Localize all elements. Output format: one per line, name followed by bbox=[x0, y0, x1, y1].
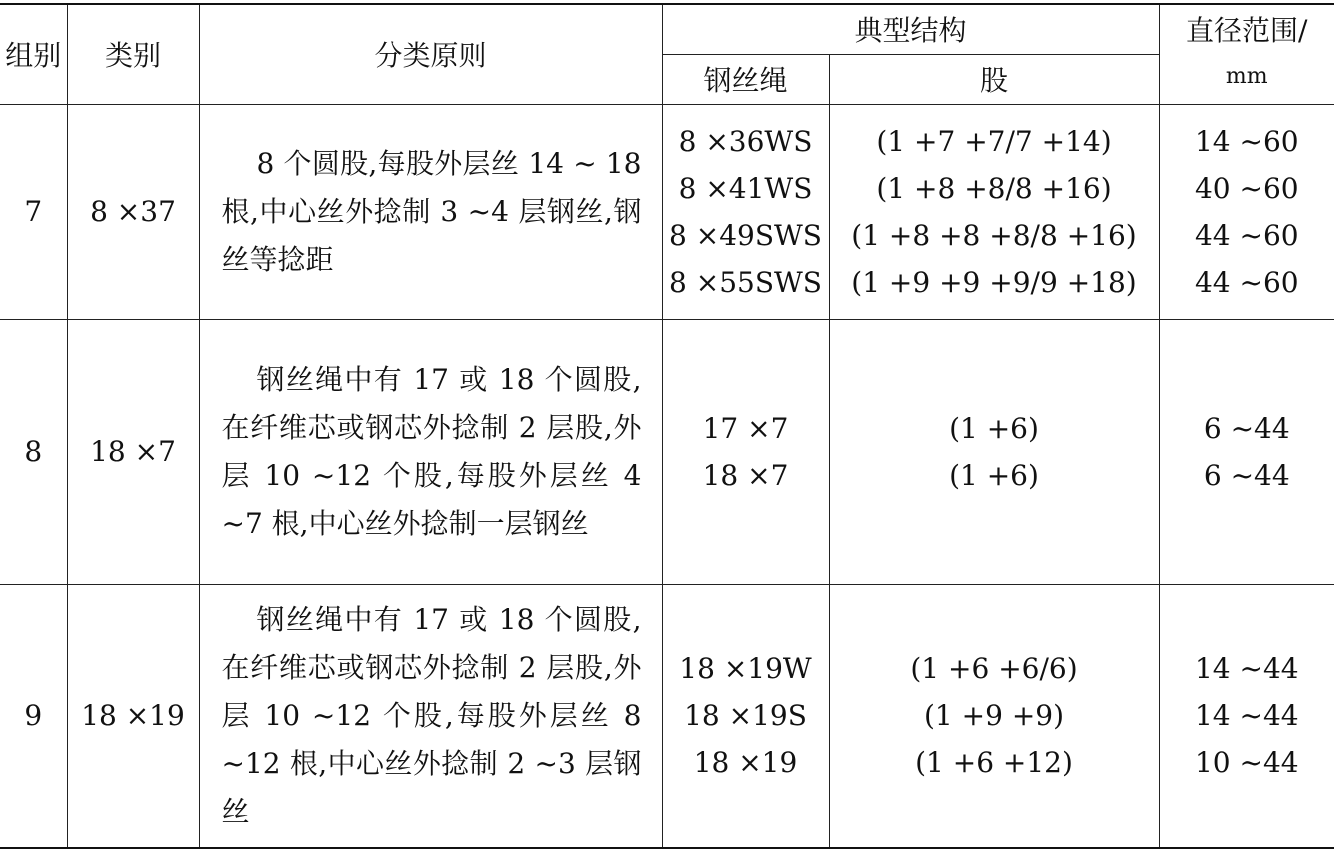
strand-item: (1 +9 +9) bbox=[924, 699, 1065, 733]
rope-item: 18 ×19S bbox=[684, 699, 807, 733]
diameter-item: 44 ~60 bbox=[1194, 265, 1299, 299]
header-typical-structure: 典型结构 bbox=[662, 4, 1159, 54]
rope-item: 18 ×19 bbox=[693, 746, 798, 780]
diameter-item: 44 ~60 bbox=[1194, 218, 1299, 252]
diameter-cell bbox=[1159, 584, 1334, 848]
table-row bbox=[0, 319, 1334, 584]
strand-item: (1 +6) bbox=[949, 458, 1039, 492]
category-cell: 18 ×7 bbox=[67, 319, 199, 584]
principle-text: 8 个圆股,每股外层丝 14 ~ 18 根,中心丝外捻制 3 ~4 层钢丝,钢丝等捻距 bbox=[221, 146, 642, 276]
table-row bbox=[0, 584, 1334, 848]
strand-item: (1 +8 +8 +8/8 +16) bbox=[851, 218, 1137, 252]
table-row bbox=[0, 104, 1334, 319]
diameter-item: 6 ~44 bbox=[1203, 411, 1290, 445]
strand-item: (1 +6 +6/6) bbox=[910, 652, 1078, 686]
wire-rope-classification-table bbox=[0, 3, 1334, 849]
group-cell: 8 bbox=[0, 319, 67, 584]
strand-item: (1 +8 +8/8 +16) bbox=[876, 171, 1112, 205]
header-wire-rope: 钢丝绳 bbox=[662, 54, 829, 104]
diameter-cell bbox=[1159, 319, 1334, 584]
strand-item: (1 +6) bbox=[949, 411, 1039, 445]
diameter-item: 40 ~60 bbox=[1194, 171, 1299, 205]
strand-item: (1 +7 +7/7 +14) bbox=[876, 124, 1112, 158]
rope-item: 8 ×36WS bbox=[678, 124, 813, 158]
header-strand: 股 bbox=[829, 54, 1159, 104]
header-diameter-unit: mm bbox=[1225, 64, 1268, 90]
header-diameter-range bbox=[1159, 4, 1334, 104]
header-principle: 分类原则 bbox=[199, 4, 662, 104]
principle-text: 钢丝绳中有 17 或 18 个圆股,在纤维芯或钢芯外捻制 2 层股,外层 10 ~12 个股,每股外层丝 8 ~12 根,中心丝外捻制 2 ~3 层钢丝 bbox=[221, 602, 642, 828]
strand-cell bbox=[829, 584, 1159, 848]
principle-cell bbox=[199, 584, 662, 848]
header-group: 组别 bbox=[0, 4, 67, 104]
category-cell: 18 ×19 bbox=[67, 584, 199, 848]
strand-item: (1 +9 +9 +9/9 +18) bbox=[851, 265, 1137, 299]
header-diameter-range-label: 直径范围/ bbox=[1186, 14, 1308, 48]
diameter-item: 6 ~44 bbox=[1203, 458, 1290, 492]
diameter-item: 10 ~44 bbox=[1194, 746, 1299, 780]
rope-item: 8 ×41WS bbox=[678, 171, 813, 205]
category-cell: 8 ×37 bbox=[67, 104, 199, 319]
rope-item: 8 ×49SWS bbox=[669, 218, 822, 252]
header-category: 类别 bbox=[67, 4, 199, 104]
diameter-item: 14 ~44 bbox=[1194, 699, 1299, 733]
rope-item: 18 ×19W bbox=[679, 652, 812, 686]
rope-cell bbox=[662, 319, 829, 584]
principle-cell bbox=[199, 104, 662, 319]
rope-item: 18 ×7 bbox=[702, 458, 789, 492]
group-cell: 9 bbox=[0, 584, 67, 848]
strand-item: (1 +6 +12) bbox=[915, 746, 1073, 780]
group-cell: 7 bbox=[0, 104, 67, 319]
principle-cell bbox=[199, 319, 662, 584]
strand-cell bbox=[829, 104, 1159, 319]
rope-item: 8 ×55SWS bbox=[669, 265, 822, 299]
diameter-item: 14 ~44 bbox=[1194, 652, 1299, 686]
strand-cell bbox=[829, 319, 1159, 584]
rope-cell bbox=[662, 584, 829, 848]
diameter-item: 14 ~60 bbox=[1194, 124, 1299, 158]
rope-cell bbox=[662, 104, 829, 319]
diameter-cell bbox=[1159, 104, 1334, 319]
principle-text: 钢丝绳中有 17 或 18 个圆股,在纤维芯或钢芯外捻制 2 层股,外层 10 ~12 个股,每股外层丝 4 ~7 根,中心丝外捻制一层钢丝 bbox=[221, 362, 642, 540]
rope-item: 17 ×7 bbox=[702, 411, 789, 445]
